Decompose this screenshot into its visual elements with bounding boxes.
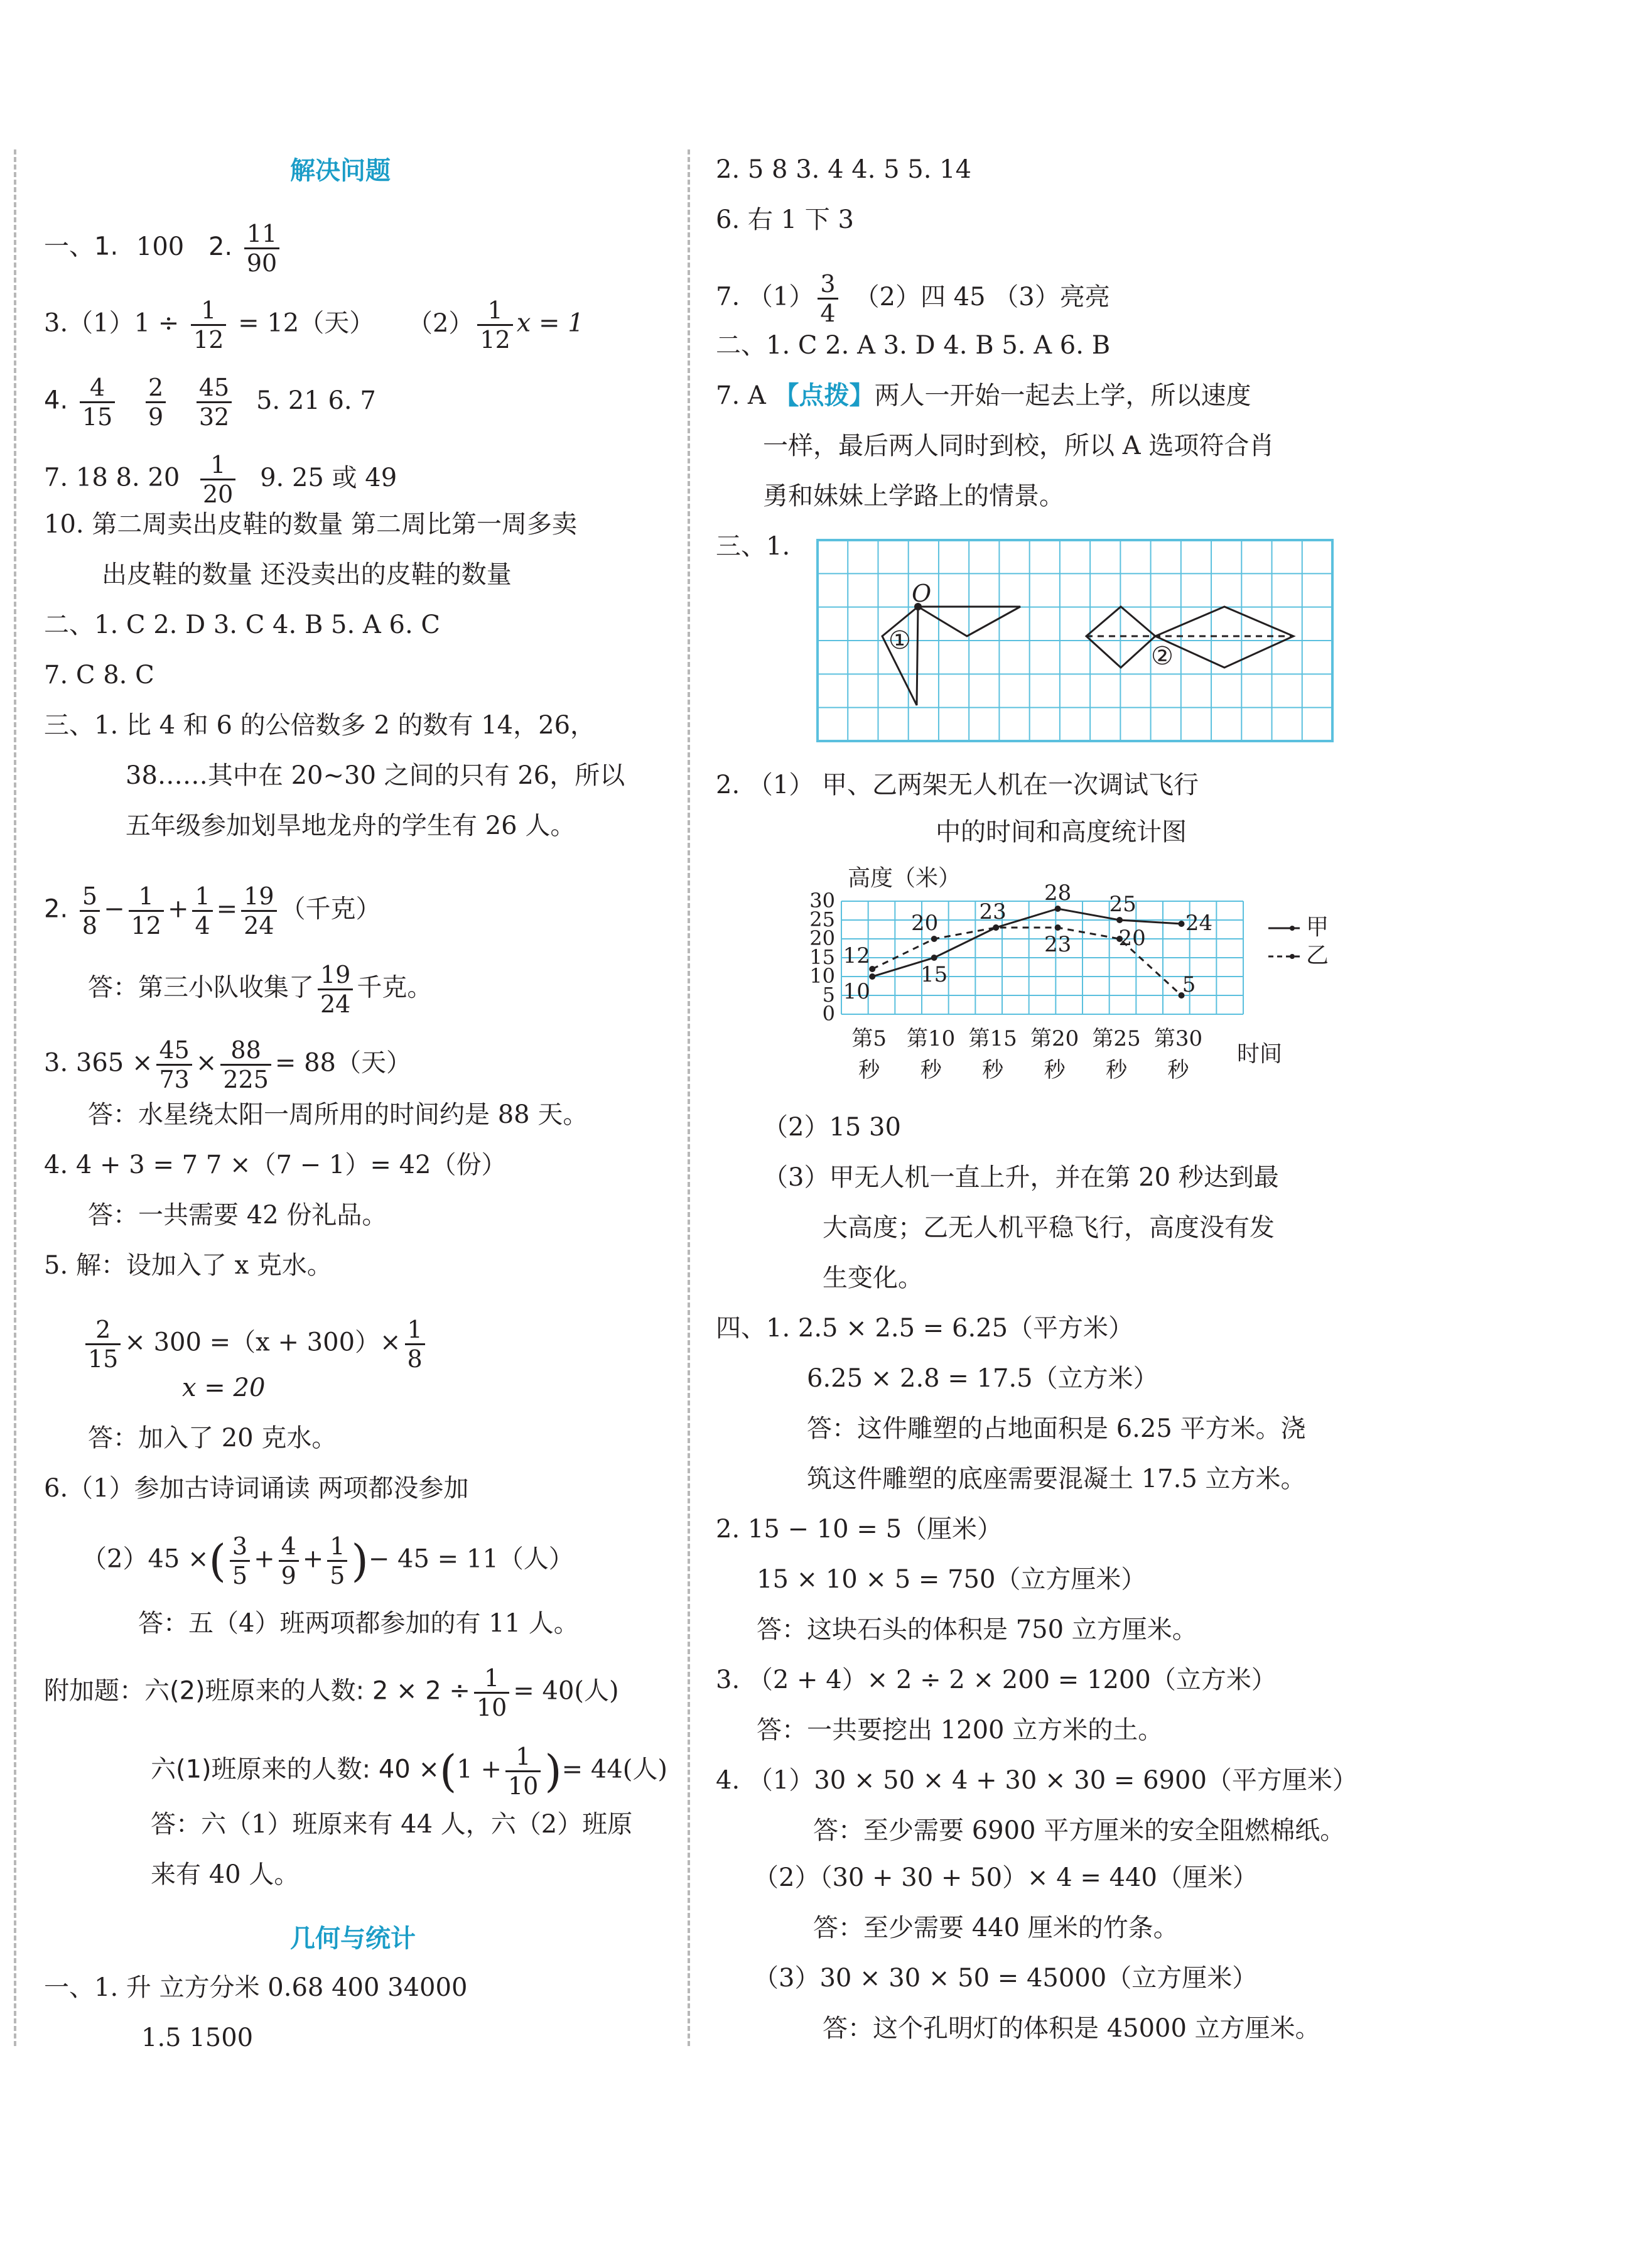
answer-line: 4. （1）30 × 50 × 4 + 30 × 30 = 6900（平方厘米） — [716, 1766, 1358, 1795]
answer-line: 答：加入了 20 克水。 — [88, 1424, 337, 1453]
data-label: 20 — [1118, 926, 1146, 951]
answer-line: 38……其中在 20~30 之间的只有 26，所以 — [126, 761, 625, 790]
data-label: 20 — [911, 911, 939, 936]
answer-line: 4. $\frac{4}{15}$ $\frac{2}{9}$ $\frac{45}{32}$ 5. 21 6. 7 — [44, 374, 376, 431]
data-point — [1055, 924, 1061, 931]
answer-line: 3. （2 + 4）× 2 ÷ 2 × 200 = 1200（立方米） — [716, 1665, 1277, 1694]
data-label: 10 — [843, 979, 870, 1004]
data-point — [1116, 917, 1123, 923]
chart-y-ticks — [809, 889, 835, 1026]
legend-jia: 甲 — [1306, 914, 1329, 940]
data-label: 23 — [979, 899, 1007, 924]
answer-line: 7. 18 8. 20 $\frac{1}{20}$ 9. 25 或 49 — [44, 451, 397, 508]
chart-x-tick: 第25 — [1092, 1026, 1141, 1051]
chart-x-tick: 第15 — [968, 1026, 1017, 1051]
answer-line: 出皮鞋的数量 还没卖出的皮鞋的数量 — [102, 560, 512, 589]
chart-x-tick-unit: 秒 — [1106, 1058, 1128, 1083]
answer-line: 四、1. 2.5 × 2.5 = 6.25（平方米） — [716, 1314, 1134, 1343]
answer-line: 三、1. — [716, 532, 791, 561]
answer-line: 附加题：六(2)班原来的人数: 2 × 2 ÷ $\frac{1}{10}$ = 40(人) — [44, 1664, 619, 1721]
answer-line: 生变化。 — [823, 1264, 923, 1292]
answer-line: 2. （1） 甲、乙两架无人机在一次调试飞行 — [716, 771, 1199, 799]
answer-line: 7. C 8. C — [44, 661, 154, 690]
section-title-geometry-statistics: 几何与统计 — [290, 1924, 416, 1953]
answer-line: 7. （1） $\frac{3}{4}$ （2）四 45 （3）亮亮 — [716, 270, 1110, 327]
line-chart — [804, 860, 1350, 1112]
data-label: 23 — [1044, 932, 1072, 957]
answer-line: 勇和妹妹上学路上的情景。 — [763, 482, 1064, 511]
answer-line: 筑这件雕塑的底座需要混凝土 17.5 立方米。 — [807, 1465, 1306, 1493]
hint-badge: 【点拨】 — [774, 381, 875, 410]
data-label: 12 — [843, 943, 870, 968]
chart-xlabel: 时间 — [1237, 1041, 1283, 1067]
answer-line: 二、1. C 2. A 3. D 4. B 5. A 6. B — [716, 331, 1111, 360]
answer-line: 2. 5 8 3. 4 4. 5 5. 14 — [716, 155, 972, 184]
fraction: $\frac{11}{90}$ — [244, 220, 279, 277]
answer-line: 答：一共需要 42 份礼品。 — [88, 1201, 387, 1230]
chart-x-tick-unit: 秒 — [982, 1058, 1004, 1083]
data-point — [931, 955, 937, 961]
label-o: O — [912, 580, 932, 607]
answer-line: 2. 15 − 10 = 5（厘米） — [716, 1515, 1003, 1544]
answer-line: 答：六（1）班原来有 44 人，六（2）班原 — [151, 1810, 633, 1839]
data-label: 5 — [1182, 972, 1196, 997]
answer-line: 答：这件雕塑的占地面积是 6.25 平方米。浇 — [807, 1414, 1306, 1443]
chart-legend — [1268, 914, 1329, 968]
chart-series — [843, 880, 1213, 1004]
chart-y-tick: 5 — [822, 983, 835, 1007]
left-margin-divider — [14, 149, 16, 2046]
chart-x-tick: 第5 — [851, 1026, 887, 1051]
answer-line: 5. 解：设加入了 x 克水。 — [44, 1251, 332, 1280]
chart-x-tick-unit: 秒 — [1044, 1058, 1066, 1083]
section-title-problem-solving: 解决问题 — [290, 156, 391, 185]
answer-line: 一样，最后两人同时到校，所以 A 选项符合肖 — [763, 431, 1275, 460]
answer-line: 答：这个孔明灯的体积是 45000 立方厘米。 — [823, 2014, 1320, 2043]
legend-yi: 乙 — [1306, 943, 1329, 968]
answer-line: 一、1. 升 立方分米 0.68 400 34000 — [44, 1973, 468, 2002]
chart-x-tick: 第30 — [1153, 1026, 1203, 1051]
data-label: 25 — [1109, 892, 1136, 917]
chart-ylabel: 高度（米） — [848, 865, 961, 891]
chart-x-tick-unit: 秒 — [920, 1058, 942, 1083]
answer-line: 6.（1）参加古诗词诵读 两项都没参加 — [44, 1474, 469, 1503]
chart-y-tick: 20 — [809, 926, 835, 950]
answer-line: x = 20 — [182, 1373, 266, 1402]
answer-line: （2）45 ×( $\frac{3}{5}$ + $\frac{4}{9}$ + $\frac{1}{5}$ )− 45 = 11（人） — [82, 1532, 574, 1589]
answer-line: 答：水星绕太阳一周所用的时间约是 88 天。 — [88, 1100, 588, 1129]
answer-line: 3. 365 × $\frac{45}{73}$ × $\frac{88}{225}$ = 88（天） — [44, 1036, 412, 1093]
symmetry-grid-figure — [816, 539, 1334, 743]
chart-x-tick: 第10 — [907, 1026, 956, 1051]
answer-line: 答：至少需要 440 厘米的竹条。 — [813, 1914, 1179, 1942]
chart-y-tick: 0 — [822, 1002, 835, 1026]
data-point — [1055, 906, 1061, 912]
answer-line: 答：这块石头的体积是 750 立方厘米。 — [757, 1615, 1197, 1644]
answer-line: （3）30 × 30 × 50 = 45000（立方厘米） — [753, 1964, 1258, 1993]
data-label: 28 — [1044, 880, 1072, 906]
answer-line: 答：一共要挖出 1200 立方米的土。 — [757, 1716, 1163, 1745]
column-divider — [688, 149, 690, 2046]
answer-line: 6.25 × 2.8 = 17.5（立方米） — [807, 1364, 1158, 1393]
answer-line: 六(1)班原来的人数: 40 ×(1 + $\frac{1}{10}$ )= 44(人) — [151, 1743, 667, 1800]
answer-line: 2. $\frac{5}{8}$ − $\frac{1}{12}$ + $\frac{1}{4}$ = $\frac{19}{24}$ （千克） — [44, 882, 381, 939]
answer-line: 7. A 【点拨】两人一开始一起去上学，所以速度 — [716, 381, 1251, 410]
answer-line: 答：至少需要 6900 平方厘米的安全阻燃棉纸。 — [813, 1816, 1346, 1845]
answer-line: 五年级参加划旱地龙舟的学生有 26 人。 — [126, 811, 576, 840]
label-figure-1: ① — [888, 626, 911, 655]
answer-line: 1.5 1500 — [141, 2023, 254, 2052]
data-point — [993, 924, 999, 931]
answer-line: （2）15 30 — [763, 1113, 901, 1142]
answer-line: 来有 40 人。 — [151, 1860, 300, 1889]
answer-line: 答：五（4）班两项都参加的有 11 人。 — [138, 1609, 579, 1638]
answer-line: 10. 第二周卖出皮鞋的数量 第二周比第一周多卖 — [44, 510, 578, 539]
chart-y-tick: 10 — [809, 964, 835, 988]
data-label: 24 — [1185, 911, 1213, 936]
answer-line: （2）（30 + 30 + 50）× 4 = 440（厘米） — [753, 1863, 1258, 1892]
answer-line: 答：第三小队收集了 $\frac{19}{24}$ 千克。 — [88, 961, 433, 1018]
data-point — [1179, 921, 1185, 927]
answer-line: （3）甲无人机一直上升，并在第 20 秒达到最 — [763, 1163, 1279, 1192]
answer-line: 一、1. 100 2. $\frac{11}{90}$ — [44, 220, 283, 277]
answer-line: 6. 右 1 下 3 — [716, 205, 854, 234]
answer-line: 4. 4 + 3 = 7 7 ×（7 − 1）= 42（份） — [44, 1151, 507, 1179]
answer-line: $\frac{2}{15}$ × 300 =（x + 300）× $\frac{1}{8}$ — [82, 1316, 429, 1373]
chart-y-tick: 25 — [809, 907, 835, 931]
answer-line: 3.（1）1 ÷ $\frac{1}{12}$ = 12（天） （2） $\frac{1}{12}$ x = 1 — [44, 296, 584, 354]
answer-line: 大高度；乙无人机平稳飞行，高度没有发 — [823, 1213, 1275, 1242]
answer-line: 三、1. 比 4 和 6 的公倍数多 2 的数有 14，26， — [44, 711, 596, 740]
chart-x-tick: 第20 — [1030, 1026, 1079, 1051]
answer-line: 15 × 10 × 5 = 750（立方厘米） — [757, 1565, 1147, 1594]
chart-x-tick-unit: 秒 — [858, 1058, 880, 1083]
chart-x-tick-unit: 秒 — [1167, 1058, 1189, 1083]
chart-y-tick: 30 — [809, 889, 835, 912]
label-figure-2: ② — [1151, 642, 1174, 671]
chart-x-labels — [851, 1026, 1202, 1083]
data-label: 15 — [920, 962, 948, 987]
answer-line: 二、1. C 2. D 3. C 4. B 5. A 6. C — [44, 610, 441, 639]
chart-title-line2: 中的时间和高度统计图 — [936, 818, 1187, 847]
chart-y-tick: 15 — [809, 945, 835, 969]
data-point — [931, 936, 937, 942]
